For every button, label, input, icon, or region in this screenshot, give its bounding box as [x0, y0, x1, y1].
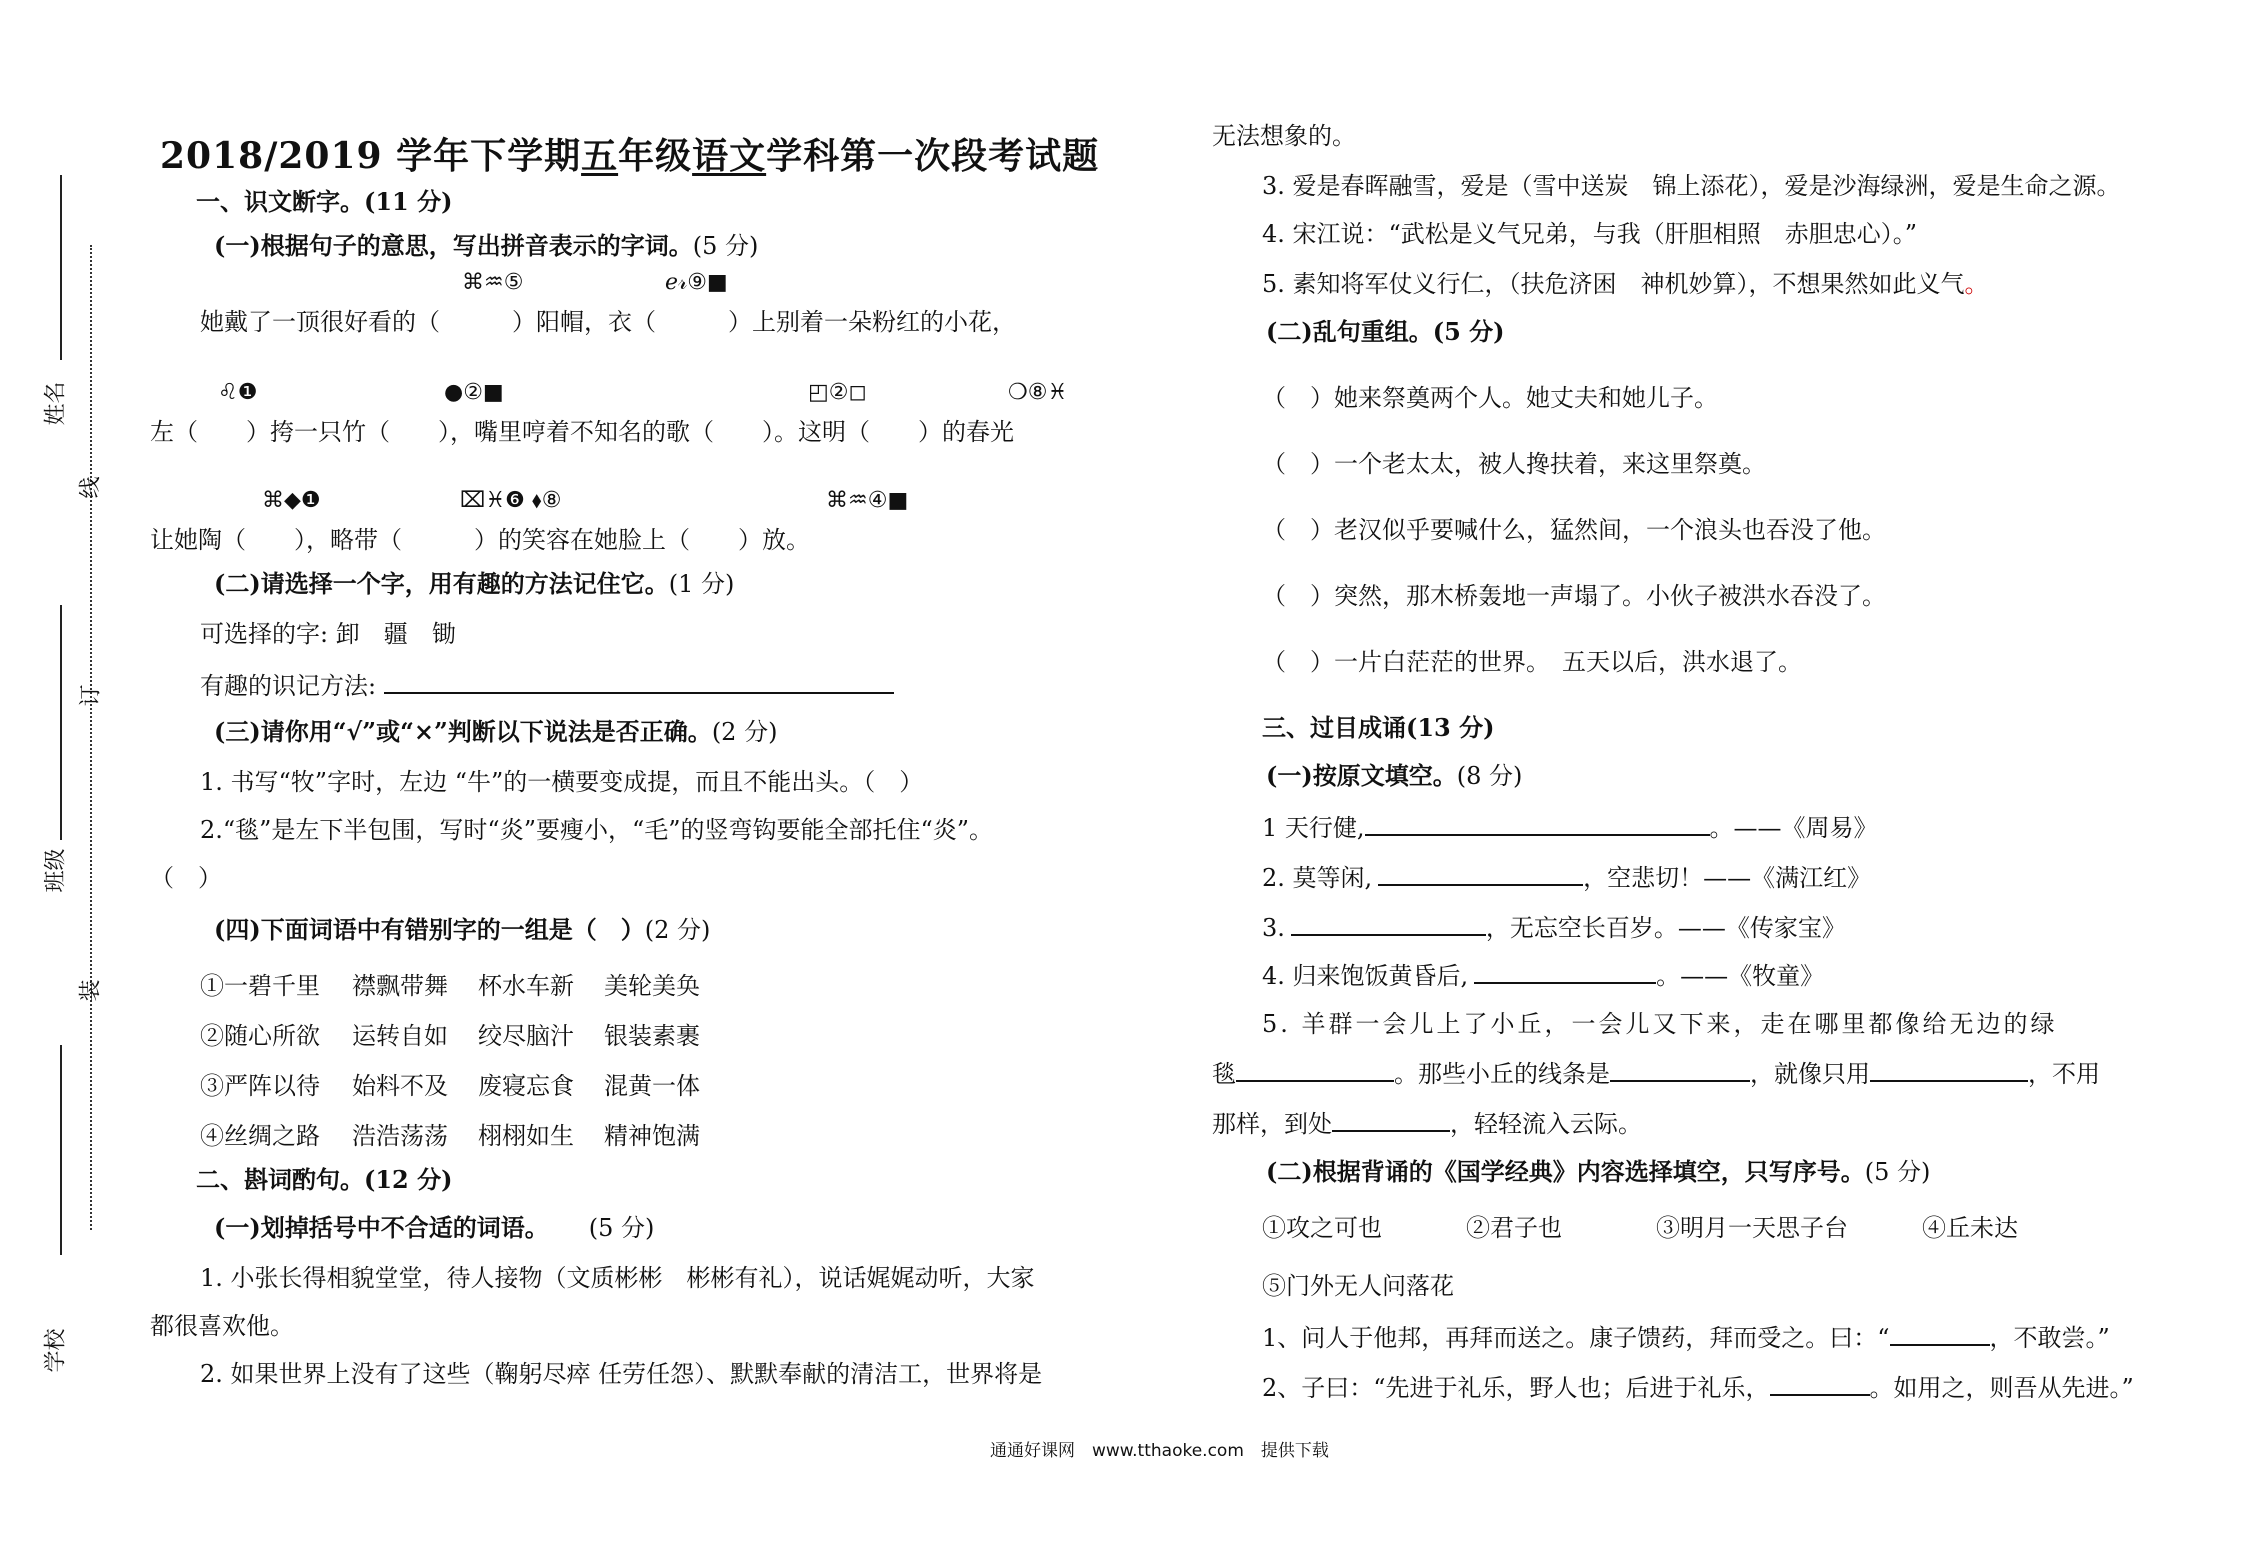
classic-option: ④丘未达: [1922, 1214, 2018, 1242]
word-group-cell: ①一碧千里: [200, 972, 320, 1000]
strike-item-4: 4. 宋江说：“武松是义气兄弟，与我（肝胆相照 赤胆忠心）。”: [1262, 220, 1918, 248]
school-label: 学校: [43, 1328, 69, 1373]
recite-item-3: 3. ，无忘空长百岁。——《传家宝》: [1262, 910, 1846, 944]
pinyin-symbol: ℯ𝓇⑨■: [665, 270, 728, 295]
pinyin-symbol: ◰②◻: [808, 380, 867, 405]
answer-blank[interactable]: [1365, 810, 1710, 836]
judge-item-1: 1. 书写“牧”字时，左边 “牛”的一横要变成提，而且不能出头。（ ）: [200, 768, 924, 796]
answer-blank[interactable]: [1870, 1056, 2028, 1082]
memory-method-row: 有趣的识记方法:: [200, 668, 894, 702]
recite-item-5a: 5. 羊群一会儿上了小丘，一会儿又下来，走在哪里都像给无边的绿: [1262, 1010, 2058, 1038]
answer-blank[interactable]: [1378, 860, 1583, 886]
word-group-cell: 杯水车新: [478, 972, 574, 1000]
word-group-cell: 襟飘带舞: [352, 972, 448, 1000]
reorder-item: （ ）突然，那木桥轰地一声塌了。小伙子被洪水吞没了。: [1262, 582, 1886, 610]
answer-blank[interactable]: [1332, 1106, 1450, 1132]
word-group-cell: 绞尽脑汁: [478, 1022, 574, 1050]
reorder-item: （ ）老汉似乎要喊什么，猛然间，一个浪头也吞没了他。: [1262, 516, 1886, 544]
answer-blank[interactable]: [1236, 1056, 1394, 1082]
section1-part1-heading: (一)根据句子的意思，写出拼音表示的字词。(5 分): [214, 231, 759, 260]
strike-item-5: 5. 素知将军仗义行仁，（扶危济困 神机妙算），不想果然如此义气。: [1262, 270, 1989, 298]
section3-heading: 三、过目成诵(13 分): [1262, 713, 1495, 742]
pinyin-symbol: ●②■: [444, 380, 504, 405]
class-label: 班级: [43, 848, 69, 893]
recite-item-2: 2. 莫等闲, ，空悲切！——《满江红》: [1262, 860, 1871, 894]
answer-blank[interactable]: [1474, 958, 1656, 984]
word-group-cell: 栩栩如生: [478, 1122, 574, 1150]
word-group-cell: 美轮美奂: [604, 972, 700, 1000]
fill-sentence-1: 她戴了一顶很好看的（ ）阳帽，衣（ ）上别着一朵粉红的小花，: [200, 308, 1016, 336]
section2-part1-heading: (一)划掉括号中不合适的词语。 (5 分): [214, 1213, 655, 1242]
binding-line-lower: [60, 1045, 62, 1255]
judge-item-2-paren: （ ）: [150, 864, 222, 892]
pinyin-symbol: ⌧♓❻ ⬧⑧: [460, 488, 562, 513]
page-footer: 通通好课网 www.tthaoke.com 提供下载: [990, 1441, 1329, 1461]
recite-item-1: 1 天行健, 。——《周易》: [1262, 810, 1878, 844]
pinyin-symbol: ♌❶: [218, 380, 258, 405]
word-group-cell: 银装素裹: [604, 1022, 700, 1050]
recite-item-4: 4. 归来饱饭黄昏后, 。——《牧童》: [1262, 958, 1824, 992]
zhuang-label: 装: [78, 979, 104, 1002]
word-group-cell: 混黄一体: [604, 1072, 700, 1100]
section3-part1-heading: (一)按原文填空。(8 分): [1266, 761, 1523, 790]
word-group-cell: 精神饱满: [604, 1122, 700, 1150]
word-group-cell: 废寝忘食: [478, 1072, 574, 1100]
answer-blank[interactable]: [1770, 1370, 1870, 1396]
word-group-cell: ④丝绸之路: [200, 1122, 320, 1150]
recite-item-5c: 那样，到处 ，轻轻流入云际。: [1212, 1106, 1642, 1140]
strike-item-2b: 无法想象的。: [1212, 122, 1356, 150]
pinyin-symbol: ❍⑧♓: [1008, 380, 1068, 405]
word-group-cell: 运转自如: [352, 1022, 448, 1050]
section3-part2-heading: (二)根据背诵的《国学经典》内容选择填空，只写序号。(5 分): [1266, 1157, 1931, 1186]
section1-heading: 一、识文断字。(11 分): [196, 187, 453, 216]
section2-heading: 二、斟词酌句。(12 分): [196, 1165, 453, 1194]
classic-question-2: 2、子曰：“先进于礼乐，野人也；后进于礼乐， 。如用之，则吾从先进。”: [1262, 1370, 2134, 1404]
word-group-cell: 浩浩荡荡: [352, 1122, 448, 1150]
reorder-item: （ ）一个老太太，被人搀扶着，来这里祭奠。: [1262, 450, 1766, 478]
pinyin-symbol: ⌘♒④■: [826, 488, 909, 513]
line-label: 线: [78, 476, 104, 499]
word-group-cell: 始料不及: [352, 1072, 448, 1100]
reorder-item: （ ）她来祭奠两个人。她丈夫和她儿子。: [1262, 384, 1718, 412]
fill-sentence-2: 左（ ）挎一只竹（ ），嘴里哼着不知名的歌（ ）。这明（ ）的春光: [150, 418, 1014, 446]
classic-option: ①攻之可也: [1262, 1214, 1382, 1242]
answer-blank[interactable]: [384, 668, 894, 694]
reorder-item: （ ）一片白茫茫的世界。 五天以后，洪水退了。: [1262, 648, 1802, 676]
fill-sentence-3: 让她陶（ ），略带（ ）的笑容在她脸上（ ）放。: [150, 526, 810, 554]
name-label: 姓名: [43, 381, 69, 426]
section2-part2-heading: (二)乱句重组。(5 分): [1266, 317, 1505, 346]
recite-item-5b: 毯 。那些小丘的线条是 ，就像只用 ，不用: [1212, 1056, 2100, 1090]
page-title: 2018/2019 学年下学期五年级语文学科第一次段考试题: [160, 135, 1100, 177]
word-group-cell: ③严阵以待: [200, 1072, 320, 1100]
classic-option: ③明月一天思子台: [1656, 1214, 1848, 1242]
char-choices: 可选择的字: 卸 疆 锄: [200, 620, 456, 648]
classic-option: ⑤门外无人问落花: [1262, 1272, 1454, 1300]
binding-line-mid: [60, 605, 62, 840]
judge-item-2: 2.“毯”是左下半包围，写时“炎”要瘦小，“毛”的竖弯钩要能全部托住“炎”。: [200, 816, 994, 844]
answer-blank[interactable]: [1610, 1056, 1750, 1082]
classic-question-1: 1、问人于他邦，再拜而送之。康子馈药，拜而受之。曰：“ ，不敢尝。”: [1262, 1320, 2110, 1354]
binding-dotted-line: [90, 245, 92, 1230]
strike-item-3: 3. 爱是春晖融雪，爱是（雪中送炭 锦上添花），爱是沙海绿洲，爱是生命之源。: [1262, 172, 2121, 200]
strike-item-1b: 都很喜欢他。: [150, 1312, 294, 1340]
answer-blank[interactable]: [1291, 910, 1486, 936]
answer-blank[interactable]: [1890, 1320, 1990, 1346]
strike-item-2a: 2. 如果世界上没有了这些（鞠躬尽瘁 任劳任怨）、默默奉献的清洁工，世界将是: [200, 1360, 1043, 1388]
strike-item-1a: 1. 小张长得相貌堂堂，待人接物（文质彬彬 彬彬有礼），说话娓娓动听，大家: [200, 1264, 1035, 1292]
section1-part4-heading: (四)下面词语中有错别字的一组是（ ）(2 分): [214, 915, 711, 944]
ding-label: 订: [78, 684, 104, 707]
classic-option: ②君子也: [1466, 1214, 1562, 1242]
binding-line-top: [60, 175, 62, 360]
pinyin-symbol: ⌘◆❶: [262, 488, 321, 513]
pinyin-symbol: ⌘♒⑤: [462, 270, 524, 295]
word-group-cell: ②随心所欲: [200, 1022, 320, 1050]
section1-part3-heading: (三)请你用“√”或“×”判断以下说法是否正确。(2 分): [214, 717, 778, 746]
section1-part2-heading: (二)请选择一个字，用有趣的方法记住它。(1 分): [214, 569, 735, 598]
